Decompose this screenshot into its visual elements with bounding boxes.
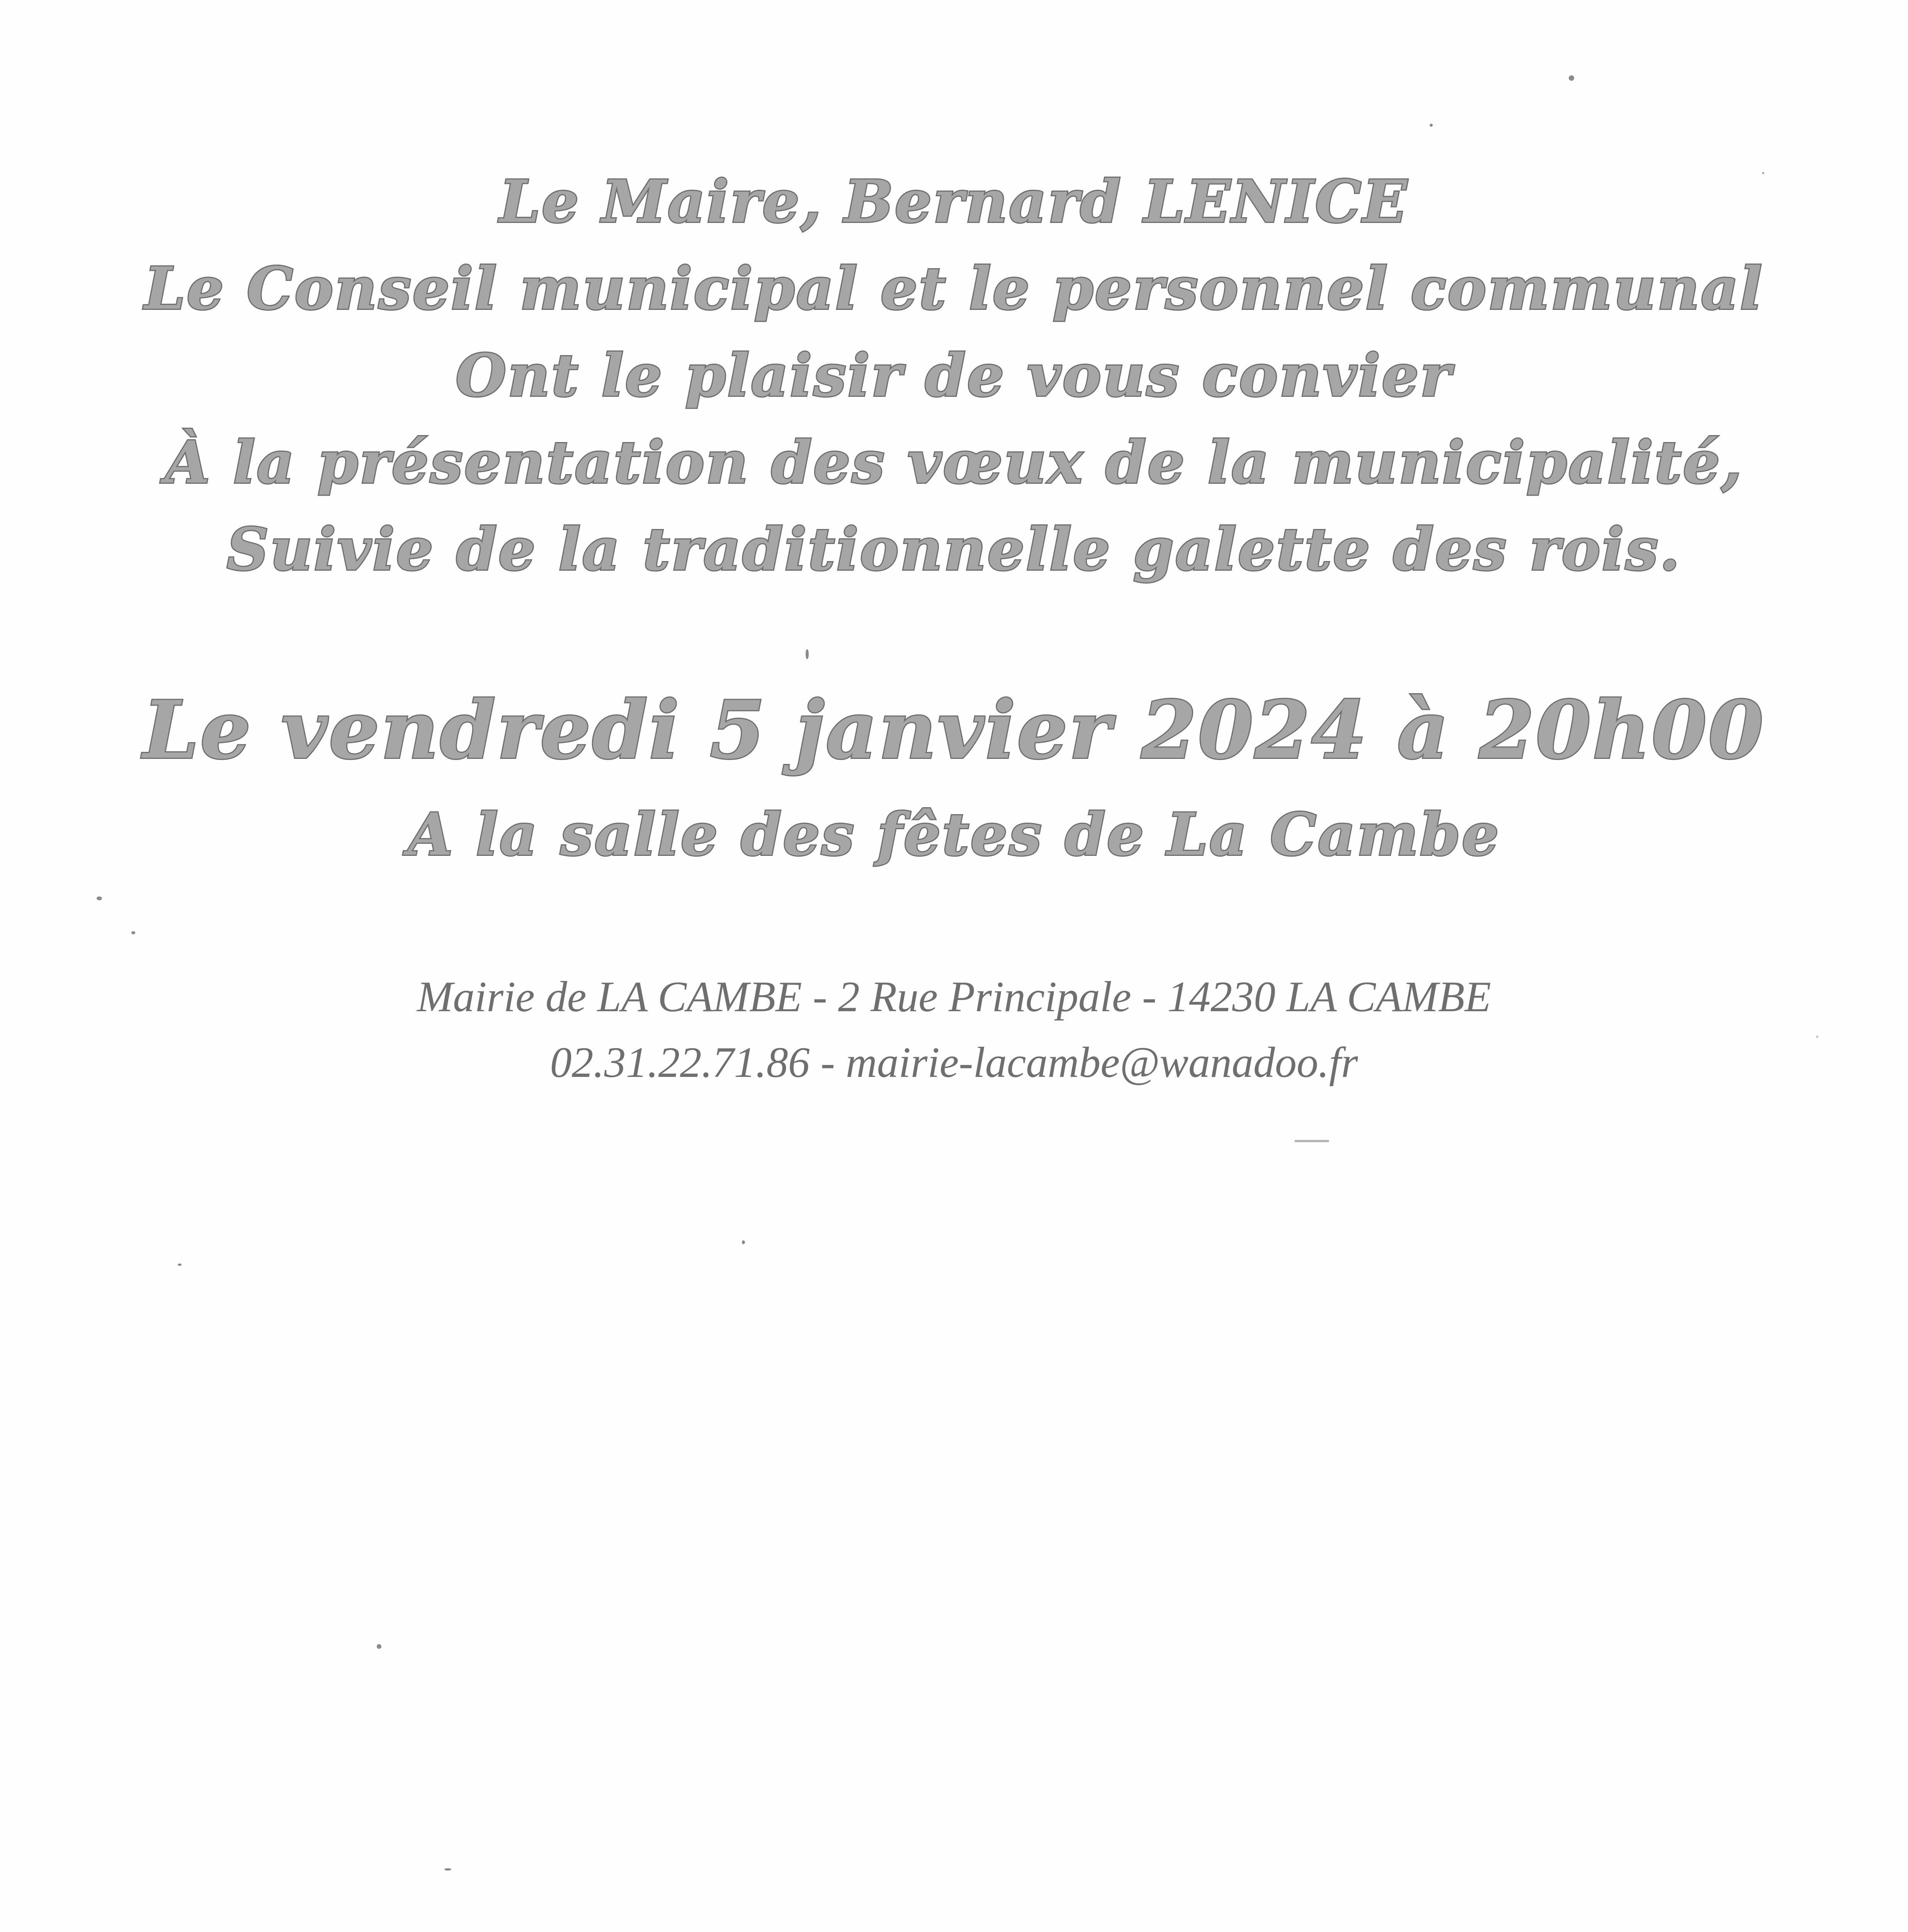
galette-line: Suivie de la traditionnelle galette des rois. [226,515,1682,583]
invitation-block [0,158,1908,593]
scan-speck [1430,124,1433,127]
wishes-line: À la présentation des vœux de la municipalité, [165,429,1743,497]
council-line: Le Conseil municipal et le personnel communal [144,255,1764,323]
mayor-line: Le Maire, Bernard LENICE [499,168,1409,236]
scan-speck [1762,172,1764,174]
scan-speck [1294,1140,1329,1142]
scan-speck [742,1240,745,1244]
scan-speck [377,1644,381,1649]
event-venue: A la salle des fêtes de La Cambe [408,801,1500,869]
scan-speck [178,1264,182,1266]
contact-address: Mairie de LA CAMBE - 2 Rue Principale - 14230 LA CAMBE [417,973,1491,1021]
scan-speck [444,1868,451,1871]
scan-speck [806,649,809,659]
invite-line: Ont le plaisir de vous convier [456,342,1452,410]
contact-block [0,964,1908,1095]
contact-phone-email: 02.31.22.71.86 - mairie-lacambe@wanadoo.fr [550,1039,1358,1087]
scan-speck [97,896,102,900]
scan-speck [1816,1036,1818,1038]
event-date: Le vendredi 5 janvier 2024 à 20h00 [143,684,1765,777]
scan-speck [131,931,135,934]
scan-speck [1569,75,1574,81]
